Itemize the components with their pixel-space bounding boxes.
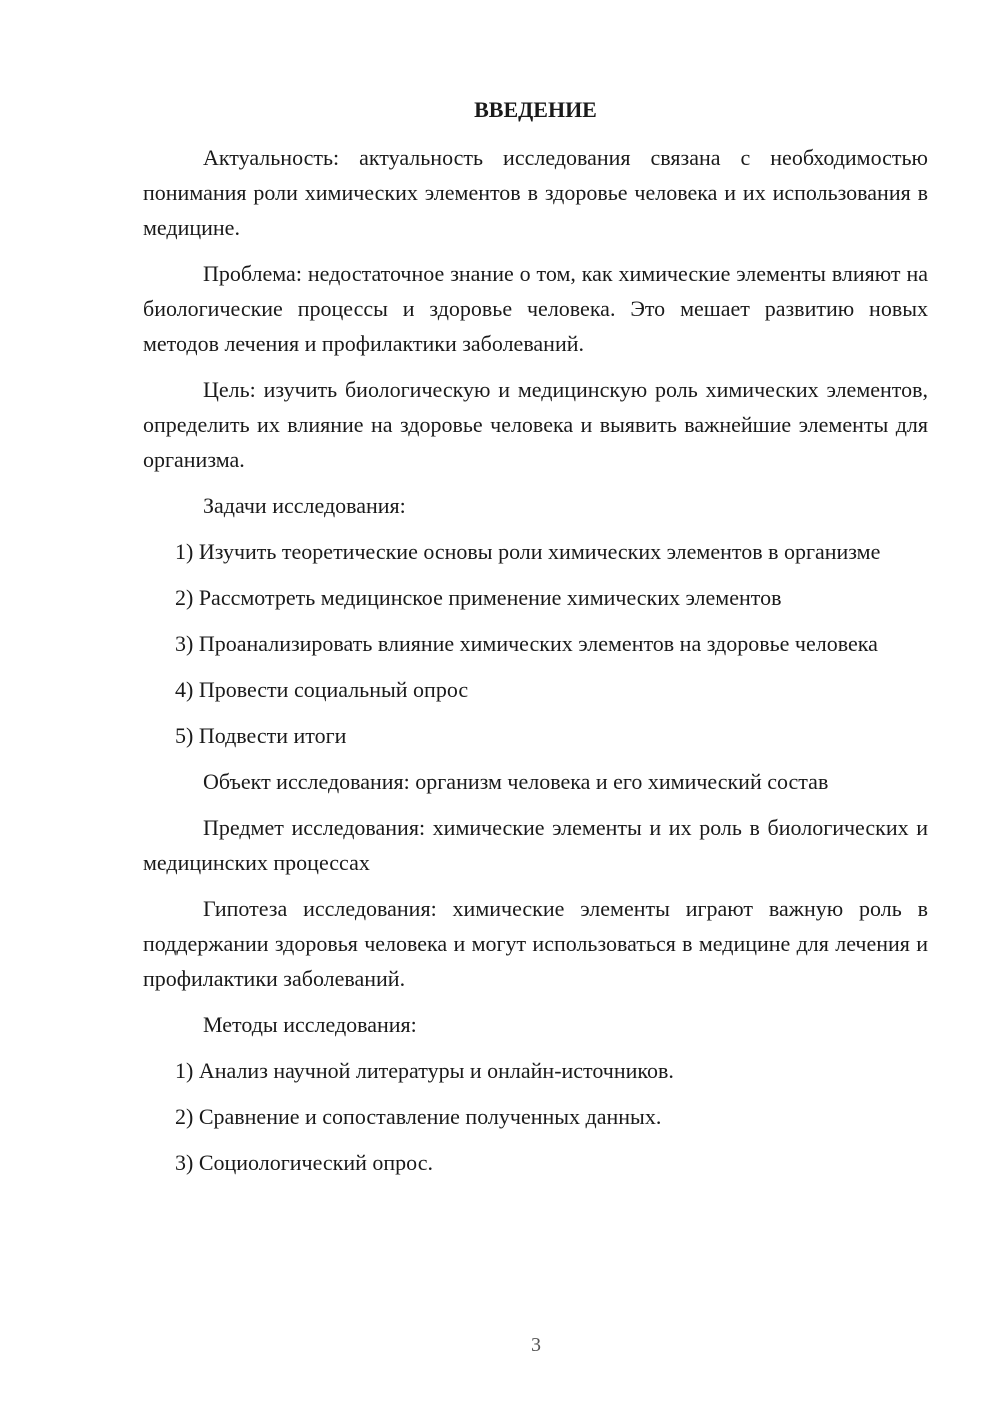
task-item-3: 3) Проанализировать влияние химических элементов на здоровье человека: [175, 631, 878, 656]
methods-heading: Методы исследования:: [203, 1012, 417, 1037]
page-number: 3: [531, 1334, 541, 1356]
document-page: [143, 95, 928, 1191]
task-item-5: 5) Подвести итоги: [175, 723, 347, 748]
object-paragraph: Объект исследования: организм человека и его химический состав: [203, 769, 829, 794]
method-item-1: 1) Анализ научной литературы и онлайн-источников.: [175, 1058, 674, 1083]
task-item-4: 4) Провести социальный опрос: [175, 677, 469, 702]
problem-paragraph: Проблема: недостаточное знание о том, как химические элементы влияют на биологические процессы и здоровье человека. Это мешает развитию новых методов лечения и профилактики заболеваний.: [143, 261, 928, 356]
subject-paragraph: Предмет исследования: химические элементы и их роль в биологических и медицинских процессах: [143, 815, 928, 875]
hypothesis-paragraph: Гипотеза исследования: химические элементы играют важную роль в поддержании здоровья человека и могут использоваться в медицине для лечения и профилактики заболеваний.: [143, 896, 928, 991]
tasks-heading: Задачи исследования:: [203, 493, 406, 518]
method-item-2: 2) Сравнение и сопоставление полученных данных.: [175, 1104, 662, 1129]
section-title: ВВЕДЕНИЕ: [474, 97, 597, 122]
relevance-paragraph: Актуальность: актуальность исследования связана с необходимостью понимания роли химических элементов в здоровье человека и их использования в медицине.: [143, 145, 928, 240]
task-item-1: 1) Изучить теоретические основы роли химических элементов в организме: [175, 539, 881, 564]
task-item-2: 2) Рассмотреть медицинское применение химических элементов: [175, 585, 782, 610]
goal-paragraph: Цель: изучить биологическую и медицинскую роль химических элементов, определить их влияние на здоровье человека и выявить важнейшие элементы для организма.: [143, 377, 928, 472]
method-item-3: 3) Социологический опрос.: [175, 1150, 433, 1175]
